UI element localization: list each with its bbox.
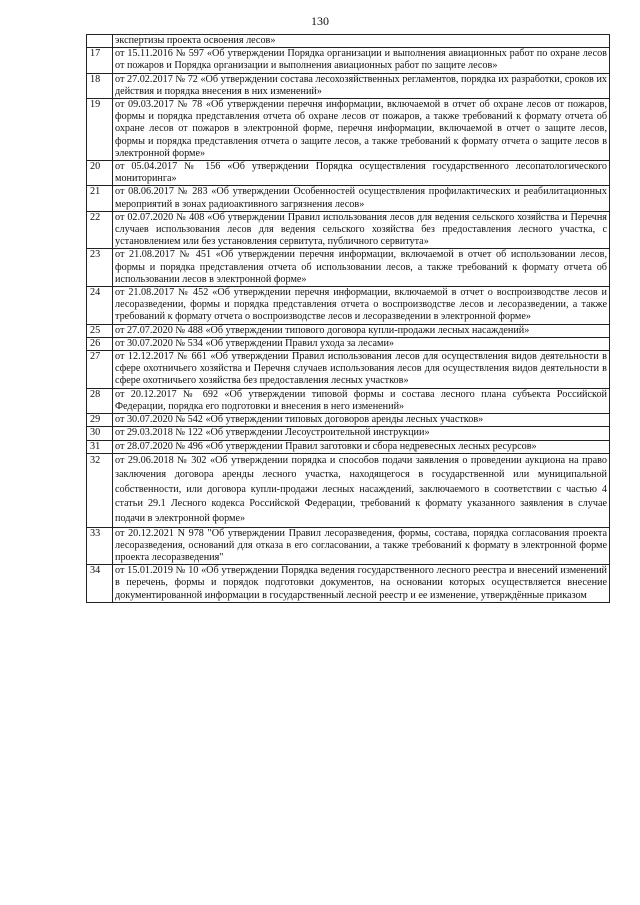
table-row xyxy=(87,48,610,73)
table-row xyxy=(87,414,610,427)
row-text: от 15.11.2016 № 597 «Об утверждении Порядка организации и выполнения авиационных работ по охране лесов от пожаров и Порядка организации и выполнения авиационных работ по защите лесов» xyxy=(113,48,610,73)
row-text: от 20.12.2021 N 978 "Об утверждении Правил лесоразведения, формы, состава, порядка согласования проекта лесоразведения, оснований для отказа в его согласовании, а также требований к формату в электронной форме проекта лесоразведения" xyxy=(113,527,610,565)
row-text: от 21.08.2017 № 451 «Об утверждении перечня информации, включаемой в отчет об использовании лесов, формы и порядка представления отчета об использовании лесов, а также требований к формату отчета об использовании лесов в электронной форме» xyxy=(113,249,610,287)
table-row xyxy=(87,427,610,440)
row-number: 34 xyxy=(87,565,113,603)
row-number: 21 xyxy=(87,186,113,211)
row-text: от 29.06.2018 № 302 «Об утверждении порядка и способов подачи заявления о проведении аукциона на право заключения договора аренды лесного участка, находящегося в государственной или муниципальной собственности, или договора купли-продажи лесных насаждений, заключаемого в соответствии с частью 4 статьи 29.1 Лесного кодекса Российской Федерации, требований к формату указанного заявления в случае подачи в электронной форме» xyxy=(113,453,610,527)
table-row xyxy=(87,337,610,350)
row-number: 27 xyxy=(87,351,113,389)
table-row xyxy=(87,73,610,98)
row-text: от 20.12.2017 № 692 «Об утверждении типовой формы и состава лесного плана субъекта Российской Федерации, порядка его подготовки и внесения в него изменений» xyxy=(113,388,610,413)
row-number: 20 xyxy=(87,161,113,186)
row-number: 30 xyxy=(87,427,113,440)
row-number: 28 xyxy=(87,388,113,413)
table-row xyxy=(87,249,610,287)
table-row xyxy=(87,351,610,389)
row-text: от 09.03.2017 № 78 «Об утверждении перечня информации, включаемой в отчет об охране лесов от пожаров, формы и порядка представления отчета об охране лесов от пожаров, а также требований к формату отчета об охране лесов от пожаров в электронной форме, перечня информации, включаемой в отчет о защите лесов, формы и порядка представления отчета о защите лесов, а также требований к формату отчета о защите лесов в электронной форме» xyxy=(113,99,610,161)
row-text: от 12.12.2017 № 661 «Об утверждении Правил использования лесов для осуществления видов деятельности в сфере охотничьего хозяйства и Перечня случаев использования лесов для осуществления видов деятельности в сфере охотничьего хозяйства без предоставления лесных участков» xyxy=(113,351,610,389)
row-number: 26 xyxy=(87,337,113,350)
table-row xyxy=(87,35,610,48)
table-row xyxy=(87,186,610,211)
table-row xyxy=(87,565,610,603)
table-row xyxy=(87,287,610,325)
row-number: 31 xyxy=(87,440,113,453)
row-text: от 05.04.2017 № 156 «Об утверждении Порядка осуществления государственного лесопатологического мониторинга» xyxy=(113,161,610,186)
row-number xyxy=(87,35,113,48)
row-text: от 15.01.2019 № 10 «Об утверждении Порядка ведения государственного лесного реестра и внесений изменений в перечень, формы и порядок подготовки документов, на основании которых осуществляется внесение документированной информации в государственный лесной реестр и ее изменение, утверждённые приказом xyxy=(113,565,610,603)
table-row xyxy=(87,211,610,249)
table-row xyxy=(87,161,610,186)
row-number: 32 xyxy=(87,453,113,527)
table-row xyxy=(87,388,610,413)
row-text: от 02.07.2020 № 408 «Об утверждении Правил использования лесов для ведения сельского хозяйства и Перечня случаев использования лесов для ведения сельского хозяйства без предоставления лесного участка, с установлением или без установления сервитута, публичного сервитута» xyxy=(113,211,610,249)
row-text: от 28.07.2020 № 496 «Об утверждении Правил заготовки и сбора недревесных лесных ресурсов» xyxy=(113,440,610,453)
table-row xyxy=(87,453,610,527)
table-row xyxy=(87,99,610,161)
row-number: 19 xyxy=(87,99,113,161)
row-text: от 27.02.2017 № 72 «Об утверждении состава лесохозяйственных регламентов, порядка их разработки, сроков их действия и порядка внесения в них изменений» xyxy=(113,73,610,98)
row-number: 29 xyxy=(87,414,113,427)
row-number: 18 xyxy=(87,73,113,98)
row-text: от 27.07.2020 № 488 «Об утверждении типового договора купли-продажи лесных насаждений» xyxy=(113,324,610,337)
table-row xyxy=(87,440,610,453)
row-number: 24 xyxy=(87,287,113,325)
row-number: 17 xyxy=(87,48,113,73)
row-text: от 29.03.2018 № 122 «Об утверждении Лесоустроительной инструкции» xyxy=(113,427,610,440)
row-number: 22 xyxy=(87,211,113,249)
table-row xyxy=(87,527,610,565)
row-text: от 30.07.2020 № 542 «Об утверждении типовых договоров аренды лесных участков» xyxy=(113,414,610,427)
row-text: от 21.08.2017 № 452 «Об утверждении перечня информации, включаемой в отчет о воспроизводстве лесов и лесоразведении, формы и порядка представления отчета о воспроизводстве лесов и лесоразведении, а также требований к формату отчета о воспроизводстве лесов и лесоразведении в электронной форме» xyxy=(113,287,610,325)
table-row xyxy=(87,324,610,337)
row-text: от 30.07.2020 № 534 «Об утверждении Правил ухода за лесами» xyxy=(113,337,610,350)
row-number: 25 xyxy=(87,324,113,337)
row-text: от 08.06.2017 № 283 «Об утверждении Особенностей осуществления профилактических и реабилитационных мероприятий в зонах радиоактивного загрязнения лесов» xyxy=(113,186,610,211)
row-text: экспертизы проекта освоения лесов» xyxy=(113,35,610,48)
document-table xyxy=(86,34,610,603)
row-number: 23 xyxy=(87,249,113,287)
page-number: 130 xyxy=(311,14,329,28)
row-number: 33 xyxy=(87,527,113,565)
